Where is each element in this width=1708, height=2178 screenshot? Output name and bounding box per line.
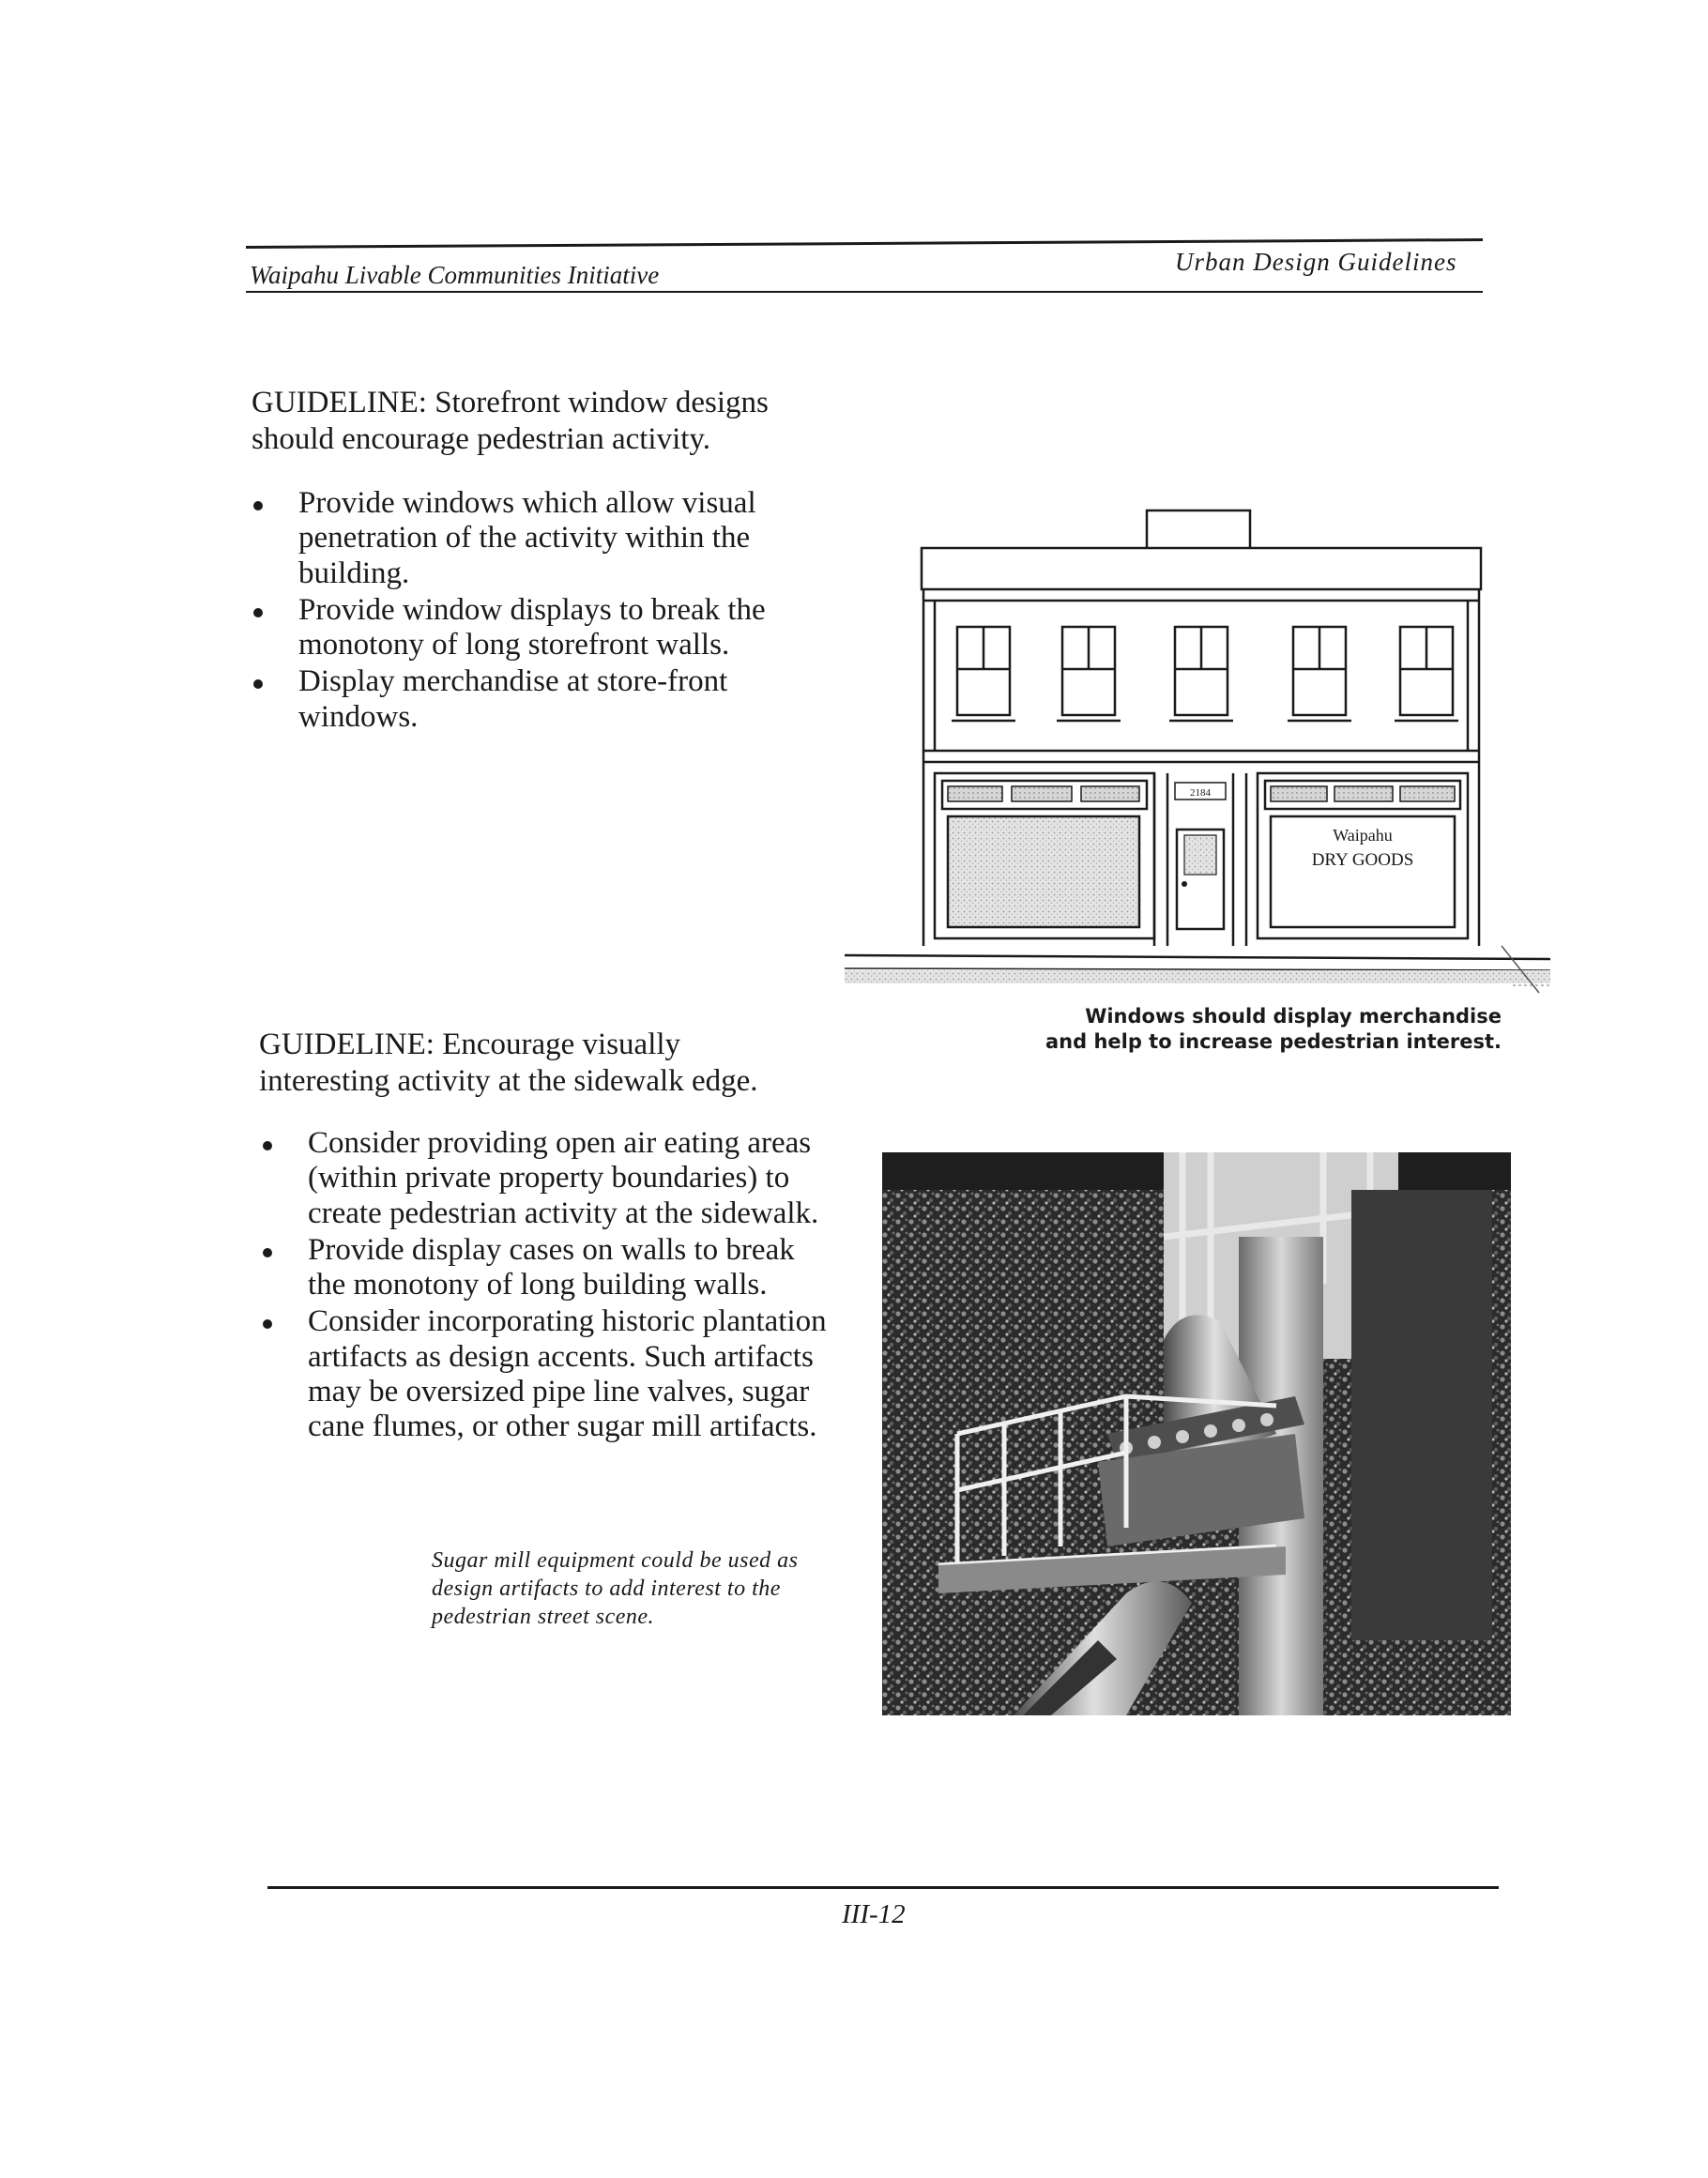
list-item: Provide window displays to break the monotony of long storefront walls.	[250, 593, 794, 663]
storefront-caption-line1: Windows should display merchandise	[1085, 1005, 1502, 1028]
sugar-mill-photo	[882, 1152, 1511, 1715]
list-item: Consider providing open air eating areas (within private property boundaries) to create pedestrian activity at the sidewalk.	[259, 1126, 831, 1231]
header-bottom-rule	[246, 291, 1483, 293]
storefront-bullet-list	[250, 486, 794, 737]
list-item: Consider incorporating historic plantation artifacts as design accents. Such artifacts may be oversized pipe line valves, sugar cane flumes, or other sugar mill artifacts.	[259, 1304, 831, 1444]
page-number: III-12	[842, 1899, 906, 1929]
header-right-title: Urban Design Guidelines	[1175, 248, 1457, 276]
storefront-caption	[976, 1004, 1502, 1056]
address-number: 2184	[1190, 787, 1211, 799]
storefront-sketch	[845, 505, 1558, 1002]
sidewalk-bullet-list	[259, 1126, 831, 1447]
list-item: Provide windows which allow visual penetration of the activity within the building.	[250, 486, 794, 591]
header-left-title: Waipahu Livable Communities Initiative	[250, 261, 660, 289]
store-sign-name: Waipahu	[1333, 826, 1393, 845]
list-item: Provide display cases on walls to break the monotony of long building walls.	[259, 1233, 831, 1303]
store-sign-type: DRY GOODS	[1311, 850, 1414, 870]
footer-rule	[267, 1886, 1499, 1889]
guideline-sidewalk-activity: GUIDELINE: Encourage visually interesting activity at the sidewalk edge.	[259, 1028, 758, 1098]
sugar-mill-caption: Sugar mill equipment could be used as design artifacts to add interest to the pedestrian street scene.	[432, 1548, 799, 1629]
list-item: Display merchandise at store-front windows.	[250, 664, 794, 735]
storefront-caption-line2: and help to increase pedestrian interest.	[1045, 1030, 1502, 1054]
guideline-storefront-windows: GUIDELINE: Storefront window designs should encourage pedestrian activity.	[252, 386, 769, 456]
